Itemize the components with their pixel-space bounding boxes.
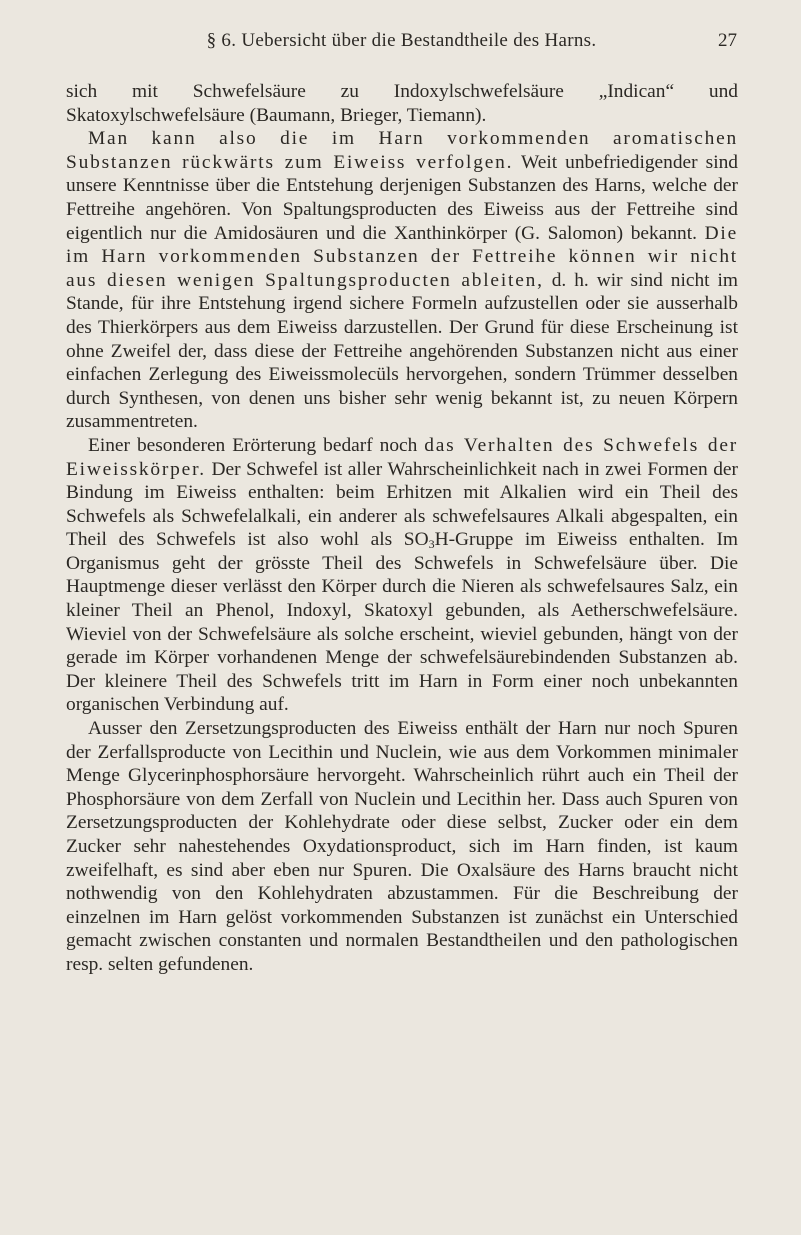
- emphasis-schwefel: das Verhalten des Schwefels der Eiweisskörper.: [66, 434, 738, 480]
- paragraph-2-text-cont: d. h. wir sind nicht im Stande, für ihre Entstehung irgend sichere Formeln aufzustellen oder sie ausserhalb des Thierkörpers aus dem Eiweiss darzustellen. Der Grund für diese Erscheinung ist ohne Zweifel der, dass diese der Fettreihe angehörenden Substanzen nicht aus einer einfachen Zerlegung des Eiweissmolecüls hervorgehen, sondern Trümmer desselben durch Synthesen, von denen uns bisher sehr wenig bekannt ist, zu neuen Körpern zusammentreten.: [66, 269, 738, 433]
- page-number: 27: [718, 30, 737, 51]
- paragraph-3-text-cont: Der Schwefel ist aller Wahrscheinlichkeit nach in zwei Formen der Bindung im Eiweiss enthalten: beim Erhitzen mit Alkalien wird ein Theil des Schwefels als Schwefelalkali, ein anderer als schwefelsaures Alkali abgespalten, ein Theil des Schwefels ist also wohl als SO: [66, 458, 738, 551]
- paragraph-3-text: Einer besonderen Erörterung bedarf noch: [88, 434, 425, 456]
- running-title: § 6. Uebersicht über die Bestandtheile des Harns.: [206, 30, 597, 51]
- body-text: [66, 80, 738, 977]
- paragraph-1: [66, 80, 738, 127]
- paragraph-2: [66, 127, 738, 434]
- paragraph-4: [66, 717, 738, 977]
- paragraph-3-text-end: H-Gruppe im Eiweiss enthalten. Im Organismus geht der grösste Theil des Schwefels in Schwefelsäure über. Die Hauptmenge dieser verlässt den Körper durch die Nieren als schwefelsaures Salz, ein kleiner Theil an Phenol, Indoxyl, Skatoxyl gebunden, als Aetherschwefelsäure. Wieviel von der Schwefelsäure als solche erscheint, wieviel gebunden, hängt von der gerade im Körper vorhandenen Menge der schwefelsäurebindenden Substanzen ab. Der kleinere Theil des Schwefels tritt im Harn in Form einer noch unbekannten organischen Verbindung auf.: [66, 529, 738, 716]
- subscript-3: 3: [428, 537, 435, 552]
- running-header: [66, 30, 737, 60]
- paragraph-1-text: sich mit Schwefelsäure zu Indoxylschwefelsäure „Indican“ und Skatoxylschwefelsäure (Baumann, Brieger, Tiemann).: [66, 81, 738, 126]
- paragraph-2-text: Weit unbefriedigender sind unsere Kenntnisse über die Entstehung derjenigen Substanzen des Harns, welche der Fettreihe angehören. Von Spaltungsproducten des Eiweiss aus der Fettreihe sind eigentlich nur die Amidosäuren und die Xanthinkörper (G. Salomon) bekannt.: [66, 151, 738, 244]
- emphasis-fettreihe: Die im Harn vorkommenden Substanzen der Fettreihe können wir nicht aus diesen wenigen Spaltungsproducten ableiten,: [66, 222, 738, 291]
- paragraph-3: [66, 434, 738, 717]
- emphasis-aromatic: Man kann also die im Harn vorkommenden aromatischen Substanzen rückwärts zum Eiweiss verfolgen.: [66, 128, 738, 173]
- paragraph-4-text: Ausser den Zersetzungsproducten des Eiweiss enthält der Harn nur noch Spuren der Zerfallsproducte von Lecithin und Nuclein, wie aus dem Vorkommen minimaler Menge Glycerinphosphorsäure hervorgeht. Wahrscheinlich rührt auch ein Theil der Phosphorsäure von dem Zerfall von Nuclein und Lecithin her. Dass auch Spuren von Zersetzungsproducten der Kohlehydrate oder diese selbst, Zucker oder ein dem Zucker sehr nahestehendes Oxydationsproduct, sich im Harn finden, ist kaum zweifelhaft, es sind aber eben nur Spuren. Die Oxalsäure des Harns braucht nicht nothwendig von den Kohlehydraten abzustammen. Für die Beschreibung der einzelnen im Harn gelöst vorkommenden Substanzen ist zunächst ein Unterschied gemacht zwischen constanten und normalen Bestandtheilen und den pathologischen resp. selten gefundenen.: [66, 718, 738, 975]
